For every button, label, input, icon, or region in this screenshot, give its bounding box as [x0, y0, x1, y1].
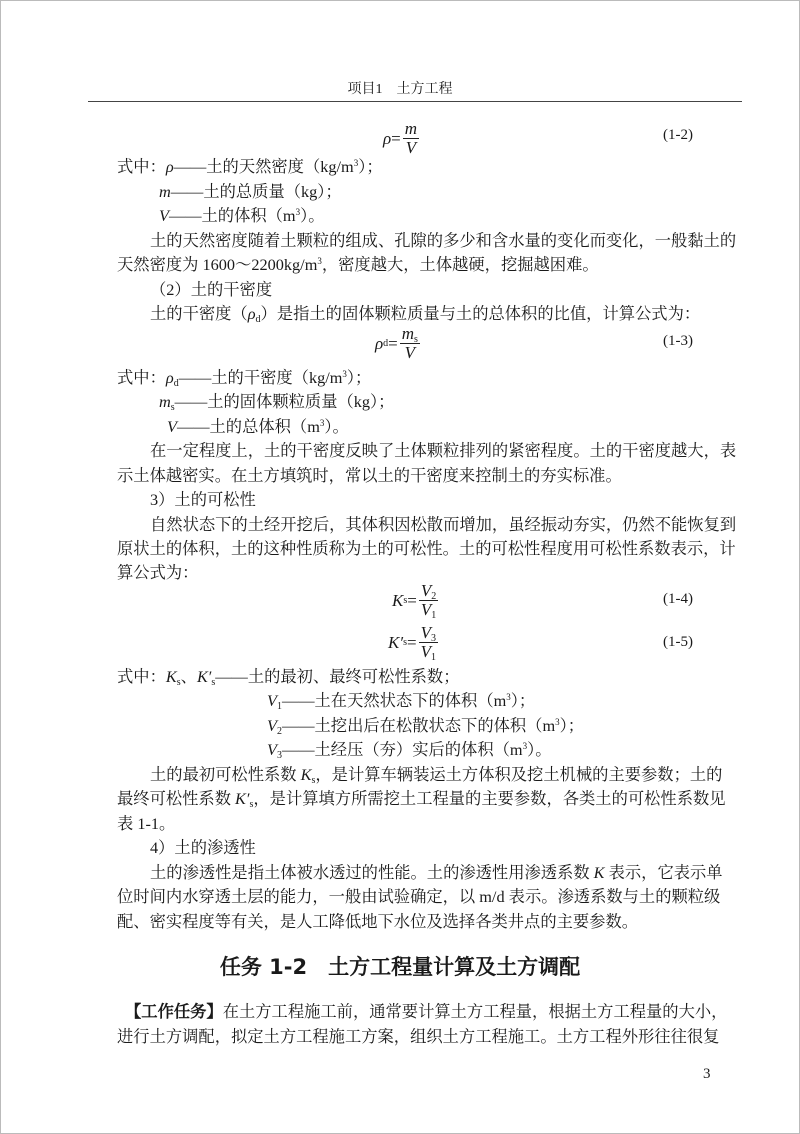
eq-lhs: K [392, 590, 404, 610]
t: ）； [510, 691, 536, 710]
t: 式中： [117, 667, 166, 686]
paragraph-line: 配、密实程度等有关，是人工降低地下水位及选择各类井点的主要参数。 [117, 912, 639, 931]
t: 式中： [117, 157, 166, 176]
paragraph-line: 土的天然密度随着土颗粒的组成、孔隙的多少和含水量的变化而变化，一般黏土的 [150, 231, 737, 250]
t: m [159, 392, 171, 411]
t: 3 [555, 717, 560, 727]
paragraph-line: 位时间内水穿透土层的能力，一般由试验确定，以 m/d 表示。渗透系数与土的颗粒级 [117, 887, 721, 906]
t: ——土的总体积（m [176, 417, 320, 436]
t: K [300, 765, 312, 784]
where-line [117, 366, 715, 390]
t: s [414, 334, 418, 345]
equation-1-4: K s = $\frac{V_2}{V_1}$ [392, 581, 437, 621]
section-heading: 3）土的可松性 [150, 490, 256, 509]
t: ρ [165, 368, 174, 387]
t: ）。 [300, 206, 325, 225]
t: 3 [317, 256, 322, 266]
t: 式中： [117, 368, 166, 387]
where-line [117, 180, 715, 204]
t: K [593, 863, 605, 882]
t: 1 [276, 701, 282, 712]
t: 2 [431, 591, 437, 602]
where-line [117, 415, 715, 439]
equation-number: (1-2) [663, 127, 693, 143]
eq-sign: = [407, 590, 417, 610]
denominator [421, 601, 436, 619]
paragraph-line: 自然状态下的土经开挖后，其体积因松散而增加，虽经振动夯实，仍然不能恢复到 [150, 515, 737, 534]
t: ——土挖出后在松散状态下的体积（m [281, 716, 556, 735]
t: V [267, 691, 277, 710]
paragraph-line [117, 253, 715, 277]
t: V [420, 623, 431, 642]
t: ρ [247, 304, 256, 323]
paragraph-line: 表 1-1。 [117, 814, 176, 833]
t: ρ [165, 157, 174, 176]
t: V [420, 581, 432, 600]
t: ，是计算填方所需挖土工程量的主要参数，各类土的可松性系数见 [253, 789, 726, 808]
header-rule [88, 101, 742, 102]
fraction [419, 582, 438, 619]
work-task-label: 【工作任务】 [125, 1002, 223, 1021]
fraction [403, 120, 419, 157]
t: V [420, 642, 431, 661]
paragraph-line [117, 861, 723, 885]
equation-number: (1-3) [663, 333, 693, 349]
t: m [401, 324, 415, 343]
t: V [267, 740, 277, 759]
t: d [173, 378, 179, 389]
t: s [176, 677, 181, 688]
eq-sign: = [391, 128, 401, 148]
t: 3 [353, 158, 359, 168]
running-header: 项目1 土方工程 [347, 82, 453, 97]
t: 2 [276, 726, 282, 737]
task-heading: 任务 1-2 土方工程量计算及土方调配 [219, 955, 581, 979]
paragraph-line: 示土体越密实。在土方填筑时，常以土的干密度来控制土的夯实标准。 [117, 466, 622, 485]
t: ——土的固体颗粒质量（kg）； [174, 392, 395, 411]
t: ）； [358, 157, 383, 176]
where-line [117, 665, 715, 689]
denominator [421, 643, 436, 661]
t: ——土的干密度（kg/m [178, 368, 343, 387]
t: K [165, 667, 177, 686]
section-heading: 4）土的渗透性 [150, 838, 256, 857]
t: 最终可松性系数 [117, 789, 236, 808]
paragraph-line [117, 1000, 728, 1024]
t: ——土在天然状态下的体积（m [281, 691, 507, 710]
t: 天然密度为 1600～2200kg/m [117, 255, 318, 274]
paragraph-line: 原状土的体积，土的这种性质称为土的可松性。土的可松性程度用可松性系数表示，计 [117, 539, 736, 558]
t: ）。 [324, 417, 349, 436]
t: 土的最初可松性系数 [150, 765, 301, 784]
t: s [311, 775, 316, 786]
eq-lhs: ρ [383, 128, 392, 148]
t: 土的渗透性是指土体被水透过的性能。土的渗透性用渗透系数 [150, 863, 594, 882]
t: d [255, 314, 261, 325]
numerator [419, 624, 438, 643]
t: 3 [522, 741, 528, 751]
t: s [249, 799, 254, 810]
where-line [117, 714, 715, 738]
t: K′ [196, 667, 212, 686]
t: V [420, 600, 432, 619]
t: V [267, 716, 277, 735]
equation-number: (1-5) [663, 634, 693, 650]
t: V [159, 206, 169, 225]
t: s [170, 402, 175, 413]
denominator: V [405, 138, 417, 157]
t: 1 [430, 652, 436, 663]
t: s [211, 677, 216, 688]
paragraph-line [117, 302, 715, 326]
t: V [167, 417, 177, 436]
t: ）； [346, 368, 372, 387]
t: 1 [431, 610, 437, 621]
t: 在土方工程施工前，通常要计算土方工程量，根据土方工程量的大小， [222, 1002, 728, 1021]
paragraph-line [117, 763, 723, 787]
t: ——土经压（夯）实后的体积（m [281, 740, 523, 759]
where-line [117, 689, 715, 713]
t: m [159, 182, 171, 201]
where-line [117, 155, 715, 179]
t: ，是计算车辆装运土方体积及挖土机械的主要参数；土的 [315, 765, 723, 784]
where-line [117, 204, 715, 228]
where-line [117, 738, 715, 762]
t: ——土的最初、最终可松性系数； [215, 667, 460, 686]
section-heading: （2）土的干密度 [150, 280, 273, 299]
equation-1-3: ρ d = $\frac{m_s}{V}$ [375, 324, 418, 362]
equation-1-2 [383, 120, 419, 157]
t: 表示，它表示单 [604, 863, 723, 882]
t: 、 [180, 667, 197, 686]
equation-1-5: K′ s = $\frac{V_3}{V_1}$ [388, 623, 436, 663]
fraction [400, 325, 420, 362]
t: ）是指土的固体颗粒质量与土的总体积的比值，计算公式为： [260, 304, 701, 323]
t: ）。 [527, 740, 552, 759]
t: 土的干密度（ [150, 304, 248, 323]
page-number: 3 [703, 1066, 711, 1082]
eq-lhs: K′ [388, 632, 404, 652]
t: K′ [235, 789, 250, 808]
t: ——土的总质量（kg）； [170, 182, 342, 201]
eq-sign: = [406, 632, 417, 652]
numerator [419, 582, 438, 601]
paragraph-line [117, 787, 726, 811]
paragraph-line: 在一定程度上，土的干密度反映了土体颗粒排列的紧密程度。土的干密度越大，表 [150, 441, 737, 460]
t: ——土的体积（m [168, 206, 296, 225]
where-line [117, 390, 715, 414]
t: 3 [506, 692, 511, 702]
t: 3 [276, 750, 282, 761]
t: 3 [430, 633, 436, 644]
t: ）； [559, 716, 585, 735]
t: 3 [342, 369, 347, 379]
eq-lhs: ρ [375, 333, 384, 353]
t: 3 [295, 207, 301, 217]
paragraph-line: 算公式为： [117, 563, 199, 582]
eq-sign: = [388, 333, 398, 353]
paragraph-line: 进行土方调配，拟定土方工程施工方案，组织土方工程施工。土方工程外形往往很复 [117, 1027, 720, 1046]
t: 3 [319, 418, 325, 428]
t: ，密度越大，土体越硬，挖掘越困难。 [321, 255, 599, 274]
denominator: V [404, 343, 416, 362]
t: ——土的天然密度（kg/m [173, 157, 354, 176]
fraction [419, 624, 438, 661]
numerator [400, 325, 420, 344]
equation-number: (1-4) [663, 591, 693, 607]
numerator: m [404, 119, 418, 138]
